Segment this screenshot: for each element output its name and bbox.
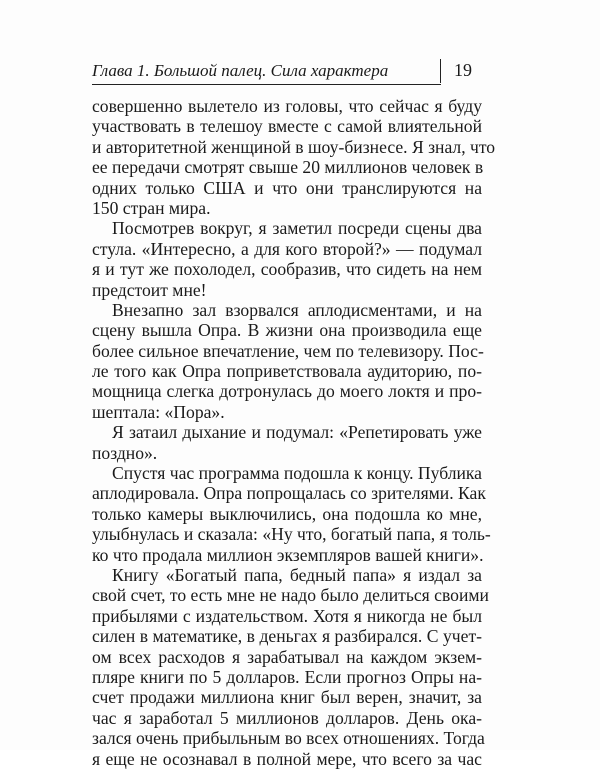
text-line: участвовать в телешоу вместе с самой влиятельной xyxy=(92,116,482,137)
text-line: Я затаил дыхание и подумал: «Репетировать уже xyxy=(112,422,482,443)
text-line: я и тут же похолодел, сообразив, что сидеть на нем xyxy=(92,259,482,280)
text-line: прибылями с издательством. Хотя я никогда не был xyxy=(92,605,482,626)
text-line: пляре книги по 5 долларов. Если прогноз Опры на- xyxy=(92,666,482,687)
text-line: Внезапно зал взорвался аплодисментами, и на xyxy=(112,299,482,320)
text-line: 150 стран мира. xyxy=(92,197,211,218)
text-line: сцену вышла Опра. В жизни она производила еще xyxy=(92,320,482,341)
text-line: Посмотрев вокруг, я заметил посреди сцены два xyxy=(112,218,482,239)
text-line: улыбнулась и сказала: «Ну что, богатый папа, я толь- xyxy=(92,524,491,545)
text-line: Спустя час программа подошла к концу. Публика xyxy=(112,463,482,484)
body-text xyxy=(92,96,496,769)
text-line: поздно». xyxy=(92,442,158,463)
text-line: мощница слегка дотронулась до моего локтя и про- xyxy=(92,381,482,402)
text-line: аплодировала. Опра попрощалась со зрителями. Как xyxy=(92,483,486,504)
text-line: я еще не осознавал в полной мере, что всего за час xyxy=(92,748,482,769)
text-line: и авторитетной женщиной в шоу-бизнесе. Я знал, что xyxy=(92,136,496,157)
text-line: ко что продала миллион экземпляров вашей книги». xyxy=(92,544,484,565)
text-line: ом всех расходов я зарабатывал на каждом экзем- xyxy=(92,646,482,667)
text-line: совершенно вылетело из головы, что сейчас я буду xyxy=(92,96,482,116)
text-line: ле того как Опра поприветствовала аудиторию, по- xyxy=(92,361,482,382)
text-line: силен в математике, в деньгах я разбирался. С учет- xyxy=(92,626,482,647)
header-divider-vertical xyxy=(440,59,441,83)
running-title: Глава 1. Большой палец. Сила характера xyxy=(92,61,389,80)
text-line: свой счет, то есть мне не надо было делиться своими xyxy=(92,585,489,606)
text-line: счет продажи миллиона книг был верен, значит, за xyxy=(92,687,482,708)
text-line: шептала: «Пора». xyxy=(92,401,225,422)
header-divider-horizontal xyxy=(92,84,441,85)
running-header xyxy=(92,57,492,87)
text-line: Книгу «Богатый папа, бедный папа» я издал за xyxy=(112,564,482,585)
text-line: ее передачи смотрят свыше 20 миллионов человек в xyxy=(92,157,484,178)
text-line: только камеры выключились, она подошла ко мне, xyxy=(92,503,482,524)
text-line: более сильное впечатление, чем по телевизору. Пос- xyxy=(92,340,484,361)
text-line: час я заработал 5 миллионов долларов. День ока- xyxy=(92,707,482,728)
text-line: предстоит мне! xyxy=(92,279,207,300)
text-line: зался очень прибыльным во всех отношениях. Тогда xyxy=(92,728,485,749)
page-number: 19 xyxy=(454,60,472,80)
text-line: стула. «Интересно, а для кого второй?» — подумал xyxy=(92,238,482,259)
text-line: одних только США и что они транслируются на xyxy=(92,177,482,198)
